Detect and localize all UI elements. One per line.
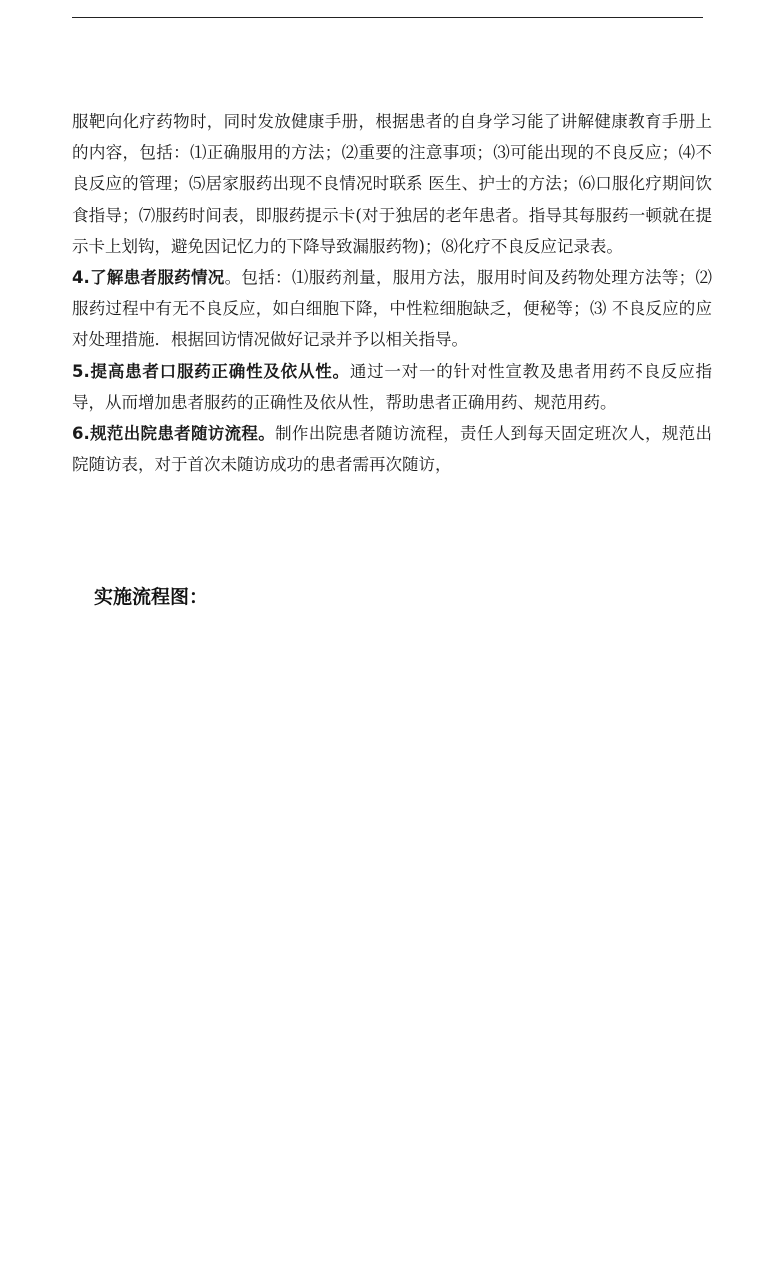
paragraph-text: 服靶向化疗药物时，同时发放健康手册，根据患者的自身学习能了讲解健康教育手册上的内容，包括：⑴正确服用的方法；⑵重要的注意事项；⑶可能出现的不良反应；⑷不良反应的管理；⑸居家服药出现不良情况时联系 医生、护士的方法；⑹口服化疗期间饮食指导；⑺服药时间表，即服药提示卡(对于独居的老年患者。指导其每服药一顿就在提示卡上划钩，避免因记忆力的下降导致漏服药物)；⑻化疗不良反应记录表。 [72,112,712,256]
paragraph-heading: 6.规范出院患者随访流程。 [72,424,276,444]
paragraph-medication-status [72,262,712,356]
paragraph-heading: 5.提高患者口服药正确性及依从性。 [72,361,350,381]
paragraph-heading: 4.了解患者服药情况 [72,268,225,288]
header-rule [72,17,703,18]
paragraph-education-content [72,106,712,262]
paragraph-adherence [72,356,712,418]
section-title: 实施流程图： [94,586,209,608]
paragraph-text: 通过一对一的针对性宣教及患者用药不良反应指导，从而增加患者服药的正确性及依从性，帮助患者正确用药、规范用药。 [72,361,713,412]
paragraph-text: 制作出院患者随访流程，责任人到每天固定班次人，规范出院随访表，对于首次未随访成功的患者需再次随访， [72,424,713,475]
paragraph-follow-up [72,418,712,480]
document-body [72,106,712,480]
paragraph-text: 。包括：⑴服药剂量，服用方法，服用时间及药物处理方法等；⑵服药过程中有无不良反应，如白细胞下降，中性粒细胞缺乏，便秘等；⑶ 不良反应的应对处理措施．根据回访情况做好记录并予以相关指导。 [72,268,713,350]
